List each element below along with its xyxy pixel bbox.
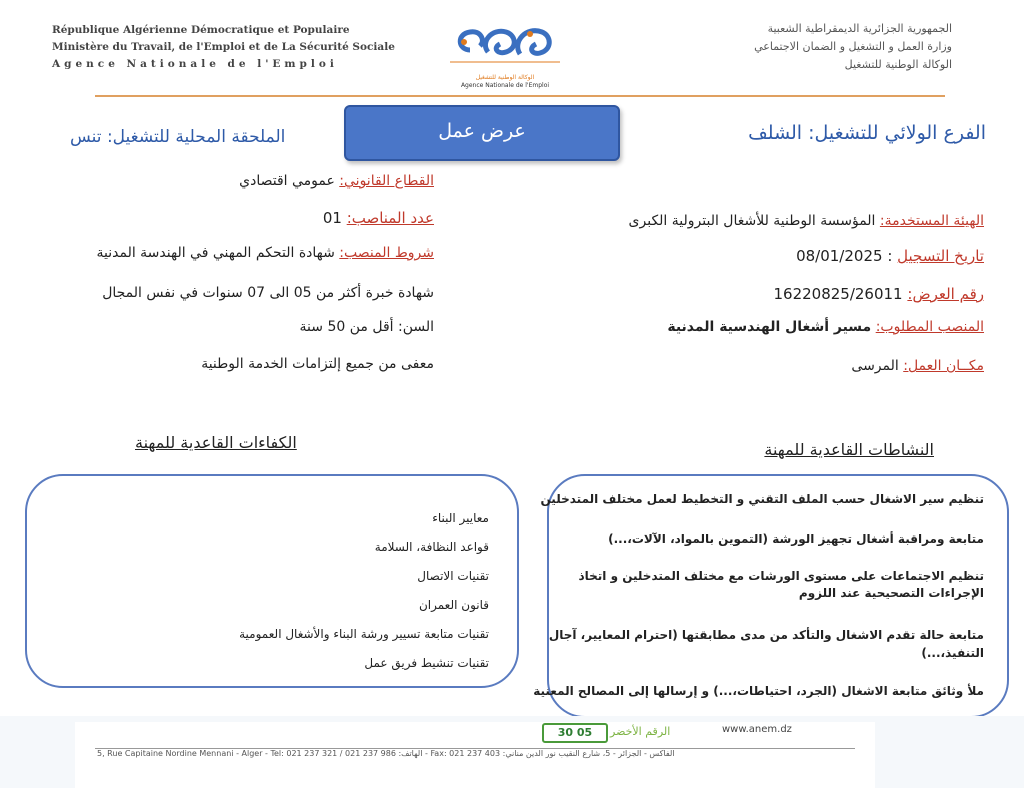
- field-experience: [102, 285, 434, 301]
- activities-title: النشاطات القاعدية للمهنة: [764, 440, 934, 459]
- field-value: شهادة التحكم المهني في الهندسة المدنية: [96, 245, 335, 261]
- competence-item: قانون العمران: [418, 598, 489, 612]
- field-label: المنصب المطلوب:: [875, 319, 984, 335]
- field-employer: [629, 213, 984, 229]
- field-position: [667, 319, 984, 335]
- field-workplace: [851, 358, 984, 374]
- logo-caption-fr: Agence Nationale de l'Emploi: [460, 82, 550, 89]
- field-label: القطاع القانوني:: [339, 173, 434, 189]
- activity-item: متابعة ومراقبة أشغال تجهيز الورشة (التموين بالمواد، الآلات،...): [608, 532, 984, 546]
- field-label: شروط المنصب:: [339, 245, 434, 261]
- header-ar-line1: الجمهورية الجزائرية الديمقراطية الشعبية: [767, 22, 952, 35]
- logo-caption: [440, 74, 570, 90]
- activity-item: تنظيم الاجتماعات على مستوى الورشات مع مختلف المتدخلين و اتخاذ: [578, 569, 984, 583]
- branch-wilaya: الفرع الولائي للتشغيل: الشلف: [748, 122, 986, 144]
- field-value: 16220825/26011: [773, 285, 903, 303]
- green-number-badge: 30 05: [542, 723, 608, 743]
- header-fr-line1: République Algérienne Démocratique et Populaire: [52, 24, 350, 36]
- footer-address: 5, Rue Capitaine Nordine Mennani - Alger - Tel: 021 237 321 / 021 237 986 :الهاتف - Fax: 021 237 403 :الفاكس - الجزائر - 5، شارع النقيب نور الدين مناني: [97, 749, 675, 758]
- header-french: [52, 22, 422, 73]
- competences-title: الكفاءات القاعدية للمهنة: [135, 433, 297, 452]
- green-number-label: الرقم الأخضر: [610, 725, 671, 738]
- field-label: مكــان العمل:: [903, 358, 984, 374]
- header-arabic: [572, 20, 952, 74]
- activity-item: متابعة حالة تقدم الاشغال والتأكد من مدى مطابقتها (احترام المعايير، آجال: [548, 628, 984, 642]
- job-offer-title: عرض عمل: [344, 105, 620, 161]
- activity-item: التنفيذ،...): [921, 646, 984, 660]
- header-fr-line2: Ministère du Travail, de l'Emploi et de La Sécurité Sociale: [52, 41, 395, 53]
- field-value: السن: أقل من 50 سنة: [299, 319, 434, 335]
- activity-item: الإجراءات التصحيحية عند اللزوم: [798, 586, 984, 600]
- field-legal-sector: [239, 173, 434, 189]
- competence-item: تقنيات تنشيط فريق عمل: [364, 656, 489, 670]
- header-divider: [95, 95, 945, 97]
- field-registration-date: [796, 247, 984, 265]
- header-ar-line2: وزارة العمل و التشغيل و الضمان الاجتماعي: [754, 40, 952, 53]
- header-ar-line3: الوكالة الوطنية للتشغيل: [844, 58, 952, 71]
- field-label: رقم العرض:: [907, 285, 984, 303]
- website-link[interactable]: www.anem.dz: [722, 724, 792, 735]
- field-value: المرسى: [851, 358, 899, 374]
- field-value: مسير أشغال الهندسية المدنية: [667, 319, 872, 335]
- field-value: عمومي اقتصادي: [239, 173, 335, 189]
- branch-local: الملحقة المحلية للتشغيل: تنس: [70, 127, 286, 147]
- competence-item: قواعد النظافة، السلامة: [374, 540, 489, 554]
- activity-item: ملأ وثائق متابعة الاشغال (الجرد، احتياطات،...) و إرسالها إلى المصالح المعنية: [533, 684, 984, 698]
- field-military-service: [201, 356, 434, 372]
- header-fr-line3: Agence Nationale de l'Emploi: [52, 58, 338, 70]
- field-conditions: [97, 245, 435, 261]
- field-offer-number: [773, 285, 984, 303]
- field-value: معفى من جميع إلتزامات الخدمة الوطنية: [201, 356, 434, 372]
- field-value: : 08/01/2025: [796, 247, 893, 265]
- competence-item: معايير البناء: [432, 511, 489, 525]
- activity-item: تنظيم سير الاشغال حسب الملف التقني و التخطيط لعمل مختلف المتدخلين: [540, 492, 984, 506]
- competence-item: تقنيات الاتصال: [417, 569, 489, 583]
- field-value: شهادة خبرة أكثر من 05 الى 07 سنوات في نفس المجال: [102, 285, 434, 301]
- field-label: الهيئة المستخدمة:: [879, 213, 984, 229]
- field-label: تاريخ التسجيل: [897, 247, 984, 265]
- field-value: 01: [322, 209, 342, 227]
- field-value: المؤسسة الوطنية للأشغال البترولية الكبرى: [628, 213, 876, 229]
- field-label: عدد المناصب:: [346, 209, 434, 227]
- field-age: [300, 319, 434, 335]
- competence-item: تقنيات متابعة تسيير ورشة البناء والأشغال العمومية: [239, 627, 489, 641]
- field-positions-count: [323, 209, 434, 227]
- logo-caption-ar: الوكالة الوطنية للتشغيل: [475, 74, 535, 81]
